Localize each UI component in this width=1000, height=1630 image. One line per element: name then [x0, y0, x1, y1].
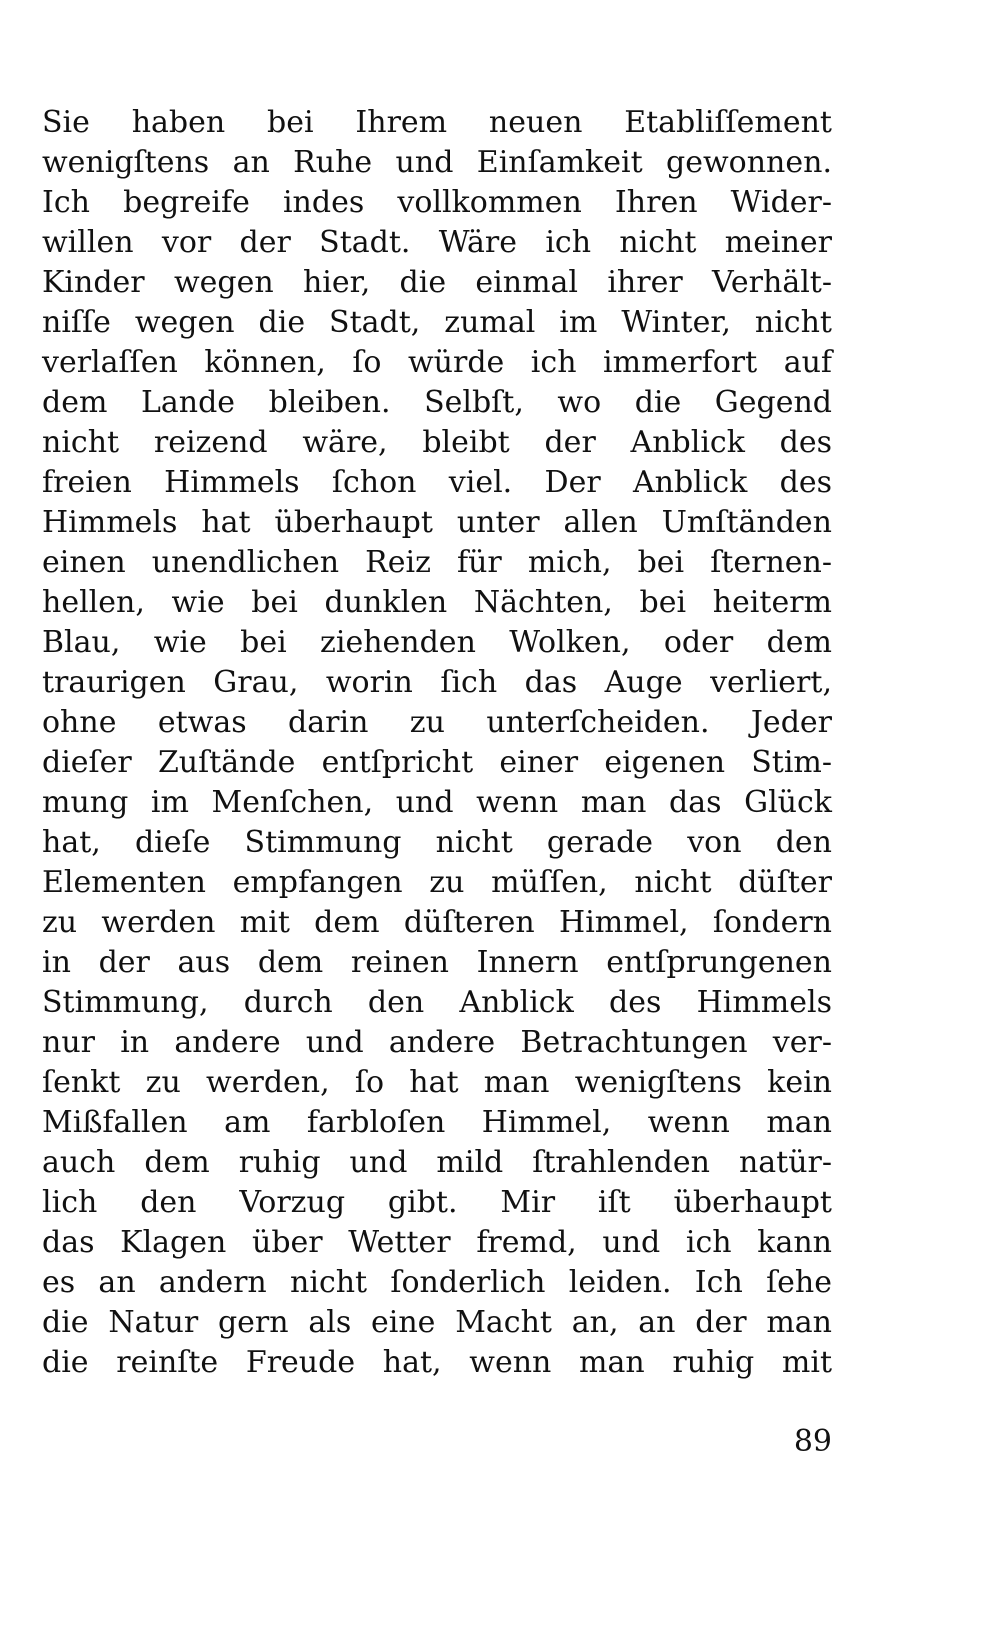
- text-line: Kinder wegen hier, die einmal ihrer Verhält-: [42, 265, 832, 300]
- text-line: niſſe wegen die Stadt, zumal im Winter, nicht: [42, 305, 832, 340]
- text-line: ohne etwas darin zu unterſcheiden. Jeder: [42, 705, 832, 740]
- text-line: Blau, wie bei ziehenden Wolken, oder dem: [42, 625, 832, 660]
- text-line: hellen, wie bei dunklen Nächten, bei heiterm: [42, 585, 832, 620]
- text-line: hat, dieſe Stimmung nicht gerade von den: [42, 825, 832, 860]
- text-line: nur in andere und andere Betrachtungen ver-: [42, 1025, 832, 1060]
- text-line: Stimmung, durch den Anblick des Himmels: [42, 985, 832, 1020]
- text-line: mung im Menſchen, und wenn man das Glück: [42, 785, 832, 820]
- text-line: das Klagen über Wetter fremd, und ich kann: [42, 1225, 832, 1260]
- text-line: willen vor der Stadt. Wäre ich nicht meiner: [42, 225, 832, 260]
- body-text: [42, 103, 832, 1383]
- page-number: 89: [793, 1424, 832, 1459]
- text-line: dem Lande bleiben. Selbſt, wo die Gegend: [42, 385, 832, 420]
- text-line: die reinſte Freude hat, wenn man ruhig mit: [42, 1345, 832, 1380]
- text-line: die Natur gern als eine Macht an, an der man: [42, 1305, 832, 1340]
- text-line: Mißfallen am farbloſen Himmel, wenn man: [42, 1105, 832, 1140]
- text-line: ſenkt zu werden, ſo hat man wenigſtens kein: [42, 1065, 832, 1100]
- text-line: wenigſtens an Ruhe und Einſamkeit gewonnen.: [42, 145, 832, 180]
- text-line: freien Himmels ſchon viel. Der Anblick des: [42, 465, 832, 500]
- text-line: Ich begreife indes vollkommen Ihren Wider-: [42, 185, 832, 220]
- text-line: Elementen empfangen zu müſſen, nicht düſter: [42, 865, 832, 900]
- text-line: in der aus dem reinen Innern entſprungenen: [42, 945, 832, 980]
- text-line: lich den Vorzug gibt. Mir iſt überhaupt: [42, 1185, 832, 1220]
- text-line: einen unendlichen Reiz für mich, bei ſternen-: [42, 545, 832, 580]
- text-line: es an andern nicht ſonderlich leiden. Ich ſehe: [42, 1265, 832, 1300]
- text-line: zu werden mit dem düſteren Himmel, ſondern: [42, 905, 832, 940]
- text-line: Sie haben bei Ihrem neuen Etabliſſement: [42, 105, 832, 140]
- text-line: dieſer Zuſtände entſpricht einer eigenen Stim-: [42, 745, 832, 780]
- text-line: traurigen Grau, worin ſich das Auge verliert,: [42, 665, 832, 700]
- text-line: nicht reizend wäre, bleibt der Anblick des: [42, 425, 832, 460]
- text-line: auch dem ruhig und mild ſtrahlenden natür-: [42, 1145, 832, 1180]
- text-line: verlaſſen können, ſo würde ich immerfort auf: [42, 345, 832, 380]
- text-line: Himmels hat überhaupt unter allen Umſtänden: [42, 505, 832, 540]
